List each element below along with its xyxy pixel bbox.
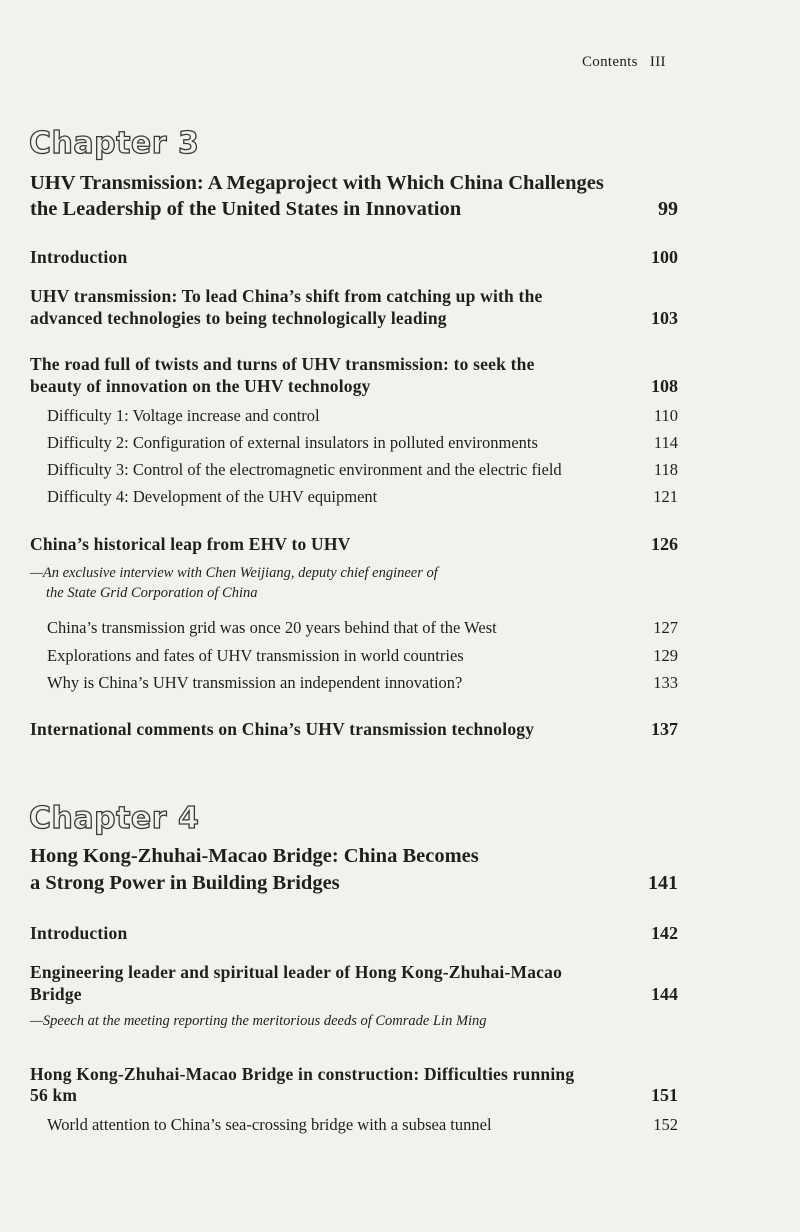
- difficulty-2-page: 114: [653, 433, 678, 452]
- ch4-sec2-line2: 56 km: [30, 1085, 78, 1105]
- ch4-sec1-page: 144: [651, 984, 678, 1004]
- ch4-sec2-page: 151: [651, 1085, 678, 1105]
- chapter-3-title-page: 99: [658, 198, 678, 220]
- ch3-sec3: China’s historical leap from EHV to UHV: [30, 534, 351, 554]
- running-title: Contents: [582, 54, 638, 70]
- chapter-4-title-page: 141: [648, 872, 678, 894]
- difficulty-4: Difficulty 4: Development of the UHV equipment: [47, 487, 378, 506]
- ch3-sec2-page: 108: [651, 376, 678, 396]
- ch3-sec3-note-line2: the State Grid Corporation of China: [46, 585, 258, 601]
- running-head: [582, 54, 666, 71]
- ch4-sec1-note: —Speech at the meeting reporting the meritorious deeds of Comrade Lin Ming: [30, 1013, 487, 1029]
- chapter-4-title-line1: Hong Kong-Zhuhai-Macao Bridge: China Becomes: [30, 845, 479, 867]
- difficulty-1-page: 110: [653, 406, 678, 425]
- ch4-sec2-sub-1: World attention to China’s sea-crossing bridge with a subsea tunnel: [47, 1115, 492, 1134]
- ch3-sec3-sub-3: Why is China’s UHV transmission an independent innovation?: [47, 673, 463, 692]
- chapter-4-label: Chapter 4: [29, 801, 200, 836]
- ch3-sec3-note-line1: —An exclusive interview with Chen Weijiang, deputy chief engineer of: [30, 565, 438, 581]
- difficulty-2: Difficulty 2: Configuration of external insulators in polluted environments: [47, 433, 538, 452]
- page-number: III: [649, 54, 666, 70]
- ch4-sec1-line2: Bridge: [30, 984, 82, 1004]
- chapter-3-title-line1: UHV Transmission: A Megaproject with Which China Challenges: [30, 172, 604, 194]
- ch3-sec4: International comments on China’s UHV transmission technology: [30, 719, 535, 739]
- chapter-3-title-line2: the Leadership of the United States in Innovation: [30, 198, 462, 220]
- ch3-intro-page: 100: [651, 247, 678, 267]
- ch3-sec2-line2: beauty of innovation on the UHV technology: [30, 376, 371, 396]
- chapter-3-label: Chapter 3: [29, 126, 200, 161]
- ch4-sec2-sub-1-page: 152: [653, 1115, 678, 1134]
- ch3-sec3-sub-2: Explorations and fates of UHV transmission in world countries: [47, 646, 464, 665]
- difficulty-3: Difficulty 3: Control of the electromagnetic environment and the electric field: [47, 460, 562, 479]
- ch3-sec1-line2: advanced technologies to being technologically leading: [30, 308, 447, 328]
- ch3-sec1-line1: UHV transmission: To lead China’s shift from catching up with the: [30, 286, 543, 306]
- ch4-sec1-line1: Engineering leader and spiritual leader of Hong Kong-Zhuhai-Macao: [30, 962, 563, 982]
- ch4-sec2-line1: Hong Kong-Zhuhai-Macao Bridge in construction: Difficulties running: [30, 1064, 575, 1084]
- ch3-sec1-page: 103: [651, 308, 678, 328]
- difficulty-4-page: 121: [653, 487, 678, 506]
- ch3-intro: Introduction: [30, 247, 128, 267]
- chapter-4-title-line2: a Strong Power in Building Bridges: [30, 872, 340, 894]
- difficulty-3-page: 118: [653, 460, 678, 479]
- ch4-intro: Introduction: [30, 923, 128, 943]
- ch3-sec3-sub-3-page: 133: [653, 673, 678, 692]
- ch3-sec3-sub-1: China’s transmission grid was once 20 years behind that of the West: [47, 618, 497, 637]
- ch3-sec3-sub-1-page: 127: [653, 618, 678, 637]
- difficulty-1: Difficulty 1: Voltage increase and control: [47, 406, 320, 425]
- ch3-sec4-page: 137: [651, 719, 678, 739]
- ch4-intro-page: 142: [651, 923, 678, 943]
- ch3-sec3-sub-2-page: 129: [653, 646, 678, 665]
- ch3-sec2-line1: The road full of twists and turns of UHV transmission: to seek the: [30, 354, 535, 374]
- ch3-sec3-page: 126: [651, 534, 678, 554]
